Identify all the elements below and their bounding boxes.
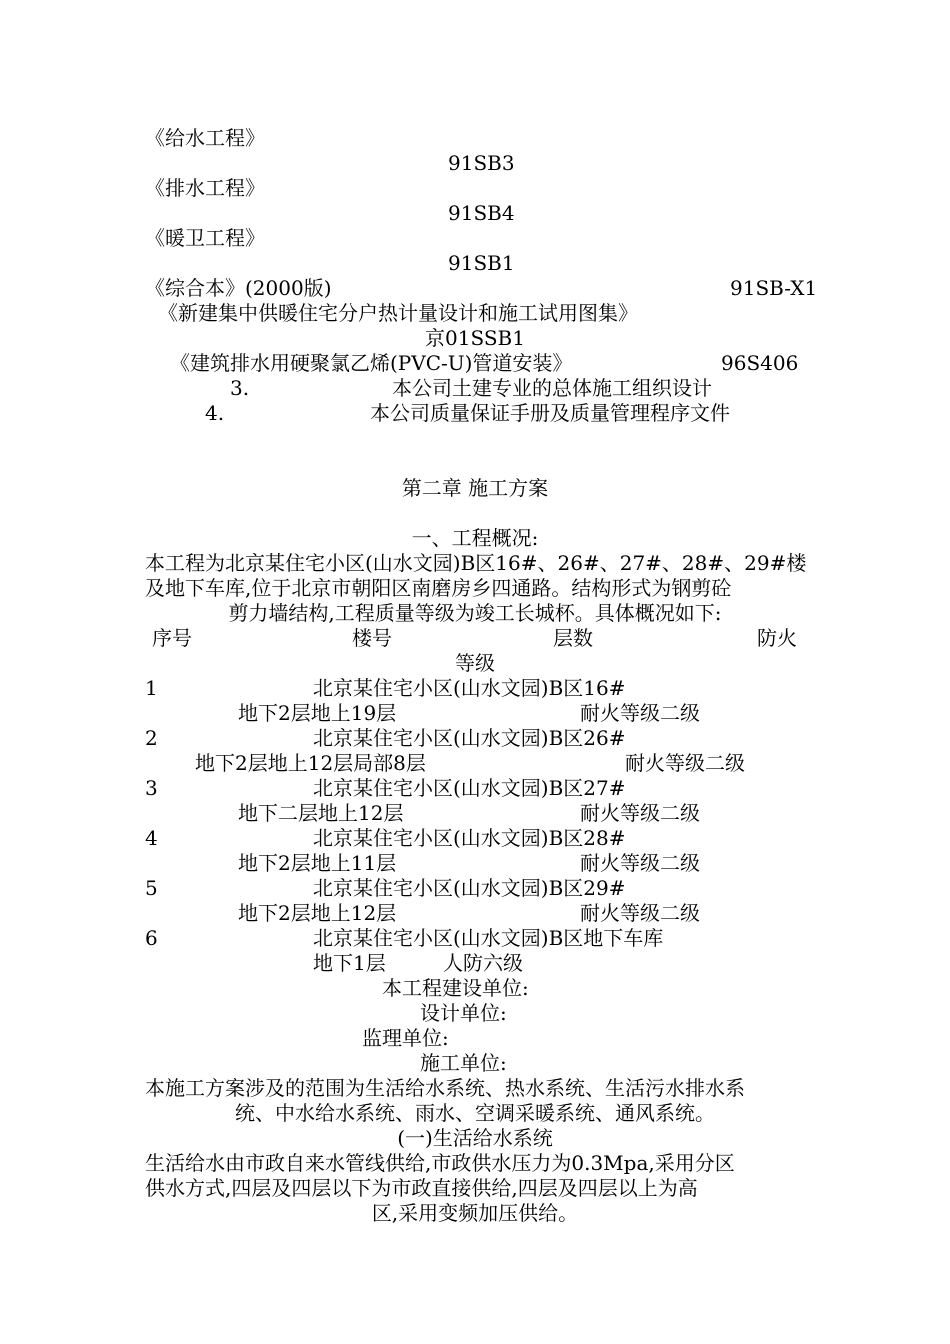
chapter-title: 第二章 施工方案	[401, 476, 549, 500]
table-row-no: 3	[145, 776, 158, 800]
table-row-fire: 耐火等级二级	[625, 751, 745, 775]
ref-code-comprehensive: 91SB-X1	[730, 276, 818, 300]
table-row-fire: 人防六级	[443, 951, 523, 975]
scope-line-2: 统、中水给水系统、雨水、空调采暖系统、通风系统。	[235, 1101, 715, 1125]
subsection-title-domestic-water: (一)生活给水系统	[397, 1126, 553, 1150]
table-row-fire: 耐火等级二级	[580, 801, 700, 825]
domestic-water-line-3: 区,采用变频加压供给。	[371, 1201, 579, 1225]
construction-unit-label: 施工单位:	[420, 1051, 507, 1075]
ref-code-heating-sanitary: 91SB1	[448, 251, 515, 275]
item-3-number: 3.	[230, 376, 250, 400]
ref-title-drainage: 《排水工程》	[145, 176, 265, 200]
ref-title-comprehensive: 《综合本》(2000版)	[145, 276, 332, 300]
ref-code-water-supply: 91SB3	[448, 151, 515, 175]
table-row-no: 4	[145, 826, 158, 850]
table-header-building: 楼号	[352, 626, 392, 650]
table-row-floors: 地下2层地上12层局部8层	[195, 751, 426, 775]
table-row-building: 北京某住宅小区(山水文园)B区27#	[313, 776, 626, 800]
table-row-no: 1	[145, 676, 158, 700]
table-row-building: 北京某住宅小区(山水文园)B区地下车库	[313, 926, 664, 950]
domestic-water-line-2: 供水方式,四层及四层以下为市政直接供给,四层及四层以上为高	[145, 1176, 698, 1200]
table-row-fire: 耐火等级二级	[580, 901, 700, 925]
table-row-no: 2	[145, 726, 158, 750]
owner-unit-label: 本工程建设单位:	[382, 976, 529, 1000]
ref-title-pvc-pipe: 《建筑排水用硬聚氯乙烯(PVC-U)管道安装》	[170, 351, 573, 375]
ref-title-heating-sanitary: 《暖卫工程》	[145, 226, 265, 250]
design-unit-label: 设计单位:	[420, 1001, 507, 1025]
table-row-building: 北京某住宅小区(山水文园)B区28#	[313, 826, 626, 850]
table-row-building: 北京某住宅小区(山水文园)B区26#	[313, 726, 626, 750]
table-row-floors: 地下2层地上11层	[238, 851, 397, 875]
table-header-fire-1: 防火	[757, 626, 797, 650]
table-row-building: 北京某住宅小区(山水文园)B区16#	[313, 676, 626, 700]
table-row-floors: 地下2层地上19层	[238, 701, 397, 725]
table-row-no: 6	[145, 926, 158, 950]
table-row-floors: 地下2层地上12层	[238, 901, 397, 925]
table-header-no: 序号	[152, 626, 192, 650]
intro-line-3: 剪力墙结构,工程质量等级为竣工长城杯。具体概况如下:	[228, 601, 722, 625]
table-header-floors: 层数	[553, 626, 593, 650]
section-title-overview: 一、工程概况:	[411, 526, 539, 550]
ref-code-pvc-pipe: 96S406	[721, 351, 799, 375]
item-4-text: 本公司质量保证手册及质量管理程序文件	[370, 401, 730, 425]
table-row-fire: 耐火等级二级	[580, 701, 700, 725]
supervision-unit-label: 监理单位:	[362, 1026, 449, 1050]
intro-line-2: 及地下车库,位于北京市朝阳区南磨房乡四通路。结构形式为钢剪砼	[145, 576, 732, 600]
ref-title-heat-metering: 《新建集中供暖住宅分户热计量设计和施工试用图集》	[158, 301, 638, 325]
table-row-floors: 地下1层	[313, 951, 386, 975]
ref-code-drainage: 91SB4	[448, 201, 515, 225]
scope-line-1: 本施工方案涉及的范围为生活给水系统、热水系统、生活污水排水系	[145, 1076, 745, 1100]
intro-line-1: 本工程为北京某住宅小区(山水文园)B区16#、26#、27#、28#、29#楼	[145, 551, 807, 575]
ref-title-water-supply: 《给水工程》	[145, 126, 265, 150]
table-row-no: 5	[145, 876, 158, 900]
ref-code-heat-metering: 京01SSB1	[425, 326, 525, 350]
table-row-floors: 地下二层地上12层	[238, 801, 404, 825]
table-row-fire: 耐火等级二级	[580, 851, 700, 875]
table-row-building: 北京某住宅小区(山水文园)B区29#	[313, 876, 626, 900]
table-header-fire-2: 等级	[455, 651, 495, 675]
item-4-number: 4.	[205, 401, 225, 425]
item-3-text: 本公司土建专业的总体施工组织设计	[392, 376, 712, 400]
domestic-water-line-1: 生活给水由市政自来水管线供给,市政供水压力为0.3Mpa,采用分区	[145, 1151, 735, 1175]
